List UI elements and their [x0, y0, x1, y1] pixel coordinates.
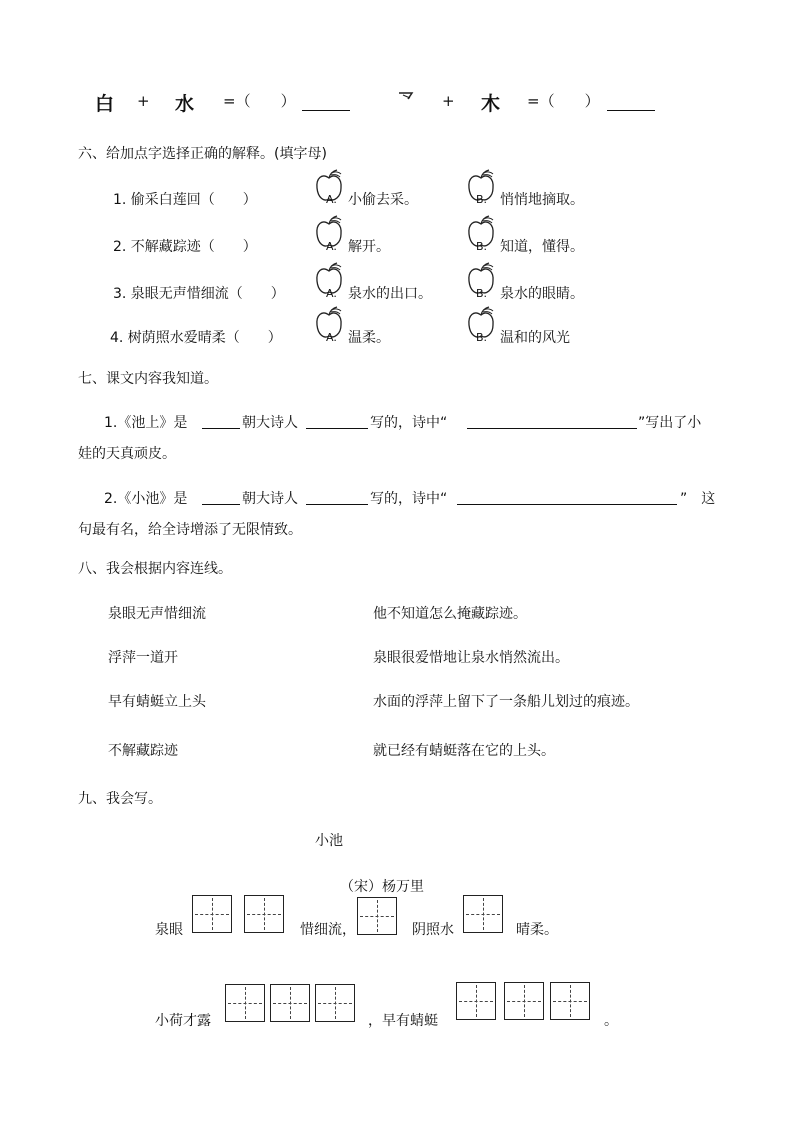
writing-grid-cell[interactable] — [315, 984, 355, 1022]
writing-grid-cell[interactable] — [225, 984, 265, 1022]
section-7-title: 七、课文内容我知道。 — [78, 371, 218, 387]
poet-blank[interactable] — [306, 414, 368, 429]
answer-blank[interactable] — [607, 96, 655, 111]
poem-title: 小池 — [315, 833, 343, 849]
q1-line2: 娃的天真顽皮。 — [78, 446, 176, 462]
poem-line1-b: 惜细流， — [300, 922, 356, 938]
q2-part4: ” 这 — [680, 491, 716, 507]
verse-blank[interactable] — [467, 414, 637, 429]
q2-part2: 朝大诗人 — [242, 491, 298, 507]
verse-blank[interactable] — [457, 490, 677, 505]
match-right-item[interactable]: 水面的浮萍上留下了一条船儿划过的痕迹。 — [373, 694, 639, 710]
dynasty-blank[interactable] — [202, 414, 240, 429]
option-a-letter: A. — [326, 287, 337, 300]
option-b-text: 温和的风光 — [500, 330, 570, 346]
option-b-letter: B. — [476, 331, 488, 344]
writing-grid-cell[interactable] — [270, 984, 310, 1022]
q1-part4: ”写出了小 — [638, 415, 702, 431]
match-right-item[interactable]: 就已经有蜻蜓落在它的上头。 — [373, 743, 555, 759]
option-b-letter: B. — [476, 193, 488, 206]
option-a-letter: A. — [326, 331, 337, 344]
q2-part3: 写的，诗中“ — [370, 491, 448, 507]
match-left-item[interactable]: 泉眼无声惜细流 — [108, 606, 206, 622]
poet-blank[interactable] — [306, 490, 368, 505]
match-right-item[interactable]: 泉眼很爱惜地让泉水悄然流出。 — [373, 650, 569, 666]
equals-paren: =（ ） — [223, 92, 296, 110]
question-2: 2. 不解藏踪迹（ ） — [113, 239, 257, 255]
poem-line1-d: 晴柔。 — [516, 922, 558, 938]
question-1: 1. 偷采白莲回（ ） — [113, 192, 257, 208]
option-a-letter: A. — [326, 193, 337, 206]
writing-grid-cell[interactable] — [192, 895, 232, 933]
plus-sign: + — [137, 92, 150, 110]
section-6-title: 六、给加点字选择正确的解释。(填字母) — [78, 146, 327, 162]
section-8-title: 八、我会根据内容连线。 — [78, 561, 232, 577]
q2-line2: 句最有名，给全诗增添了无限情致。 — [78, 522, 302, 538]
writing-grid-cell[interactable] — [244, 895, 284, 933]
answer-blank[interactable] — [302, 96, 350, 111]
q1-part1: 1.《池上》是 — [104, 415, 188, 431]
radical-icon — [398, 91, 416, 101]
option-a-text: 温柔。 — [348, 330, 390, 346]
option-a-text: 泉水的出口。 — [348, 286, 432, 302]
char-mu: 木 — [481, 93, 501, 115]
poem-author: （宋）杨万里 — [340, 879, 424, 895]
option-b-text: 悄悄地摘取。 — [500, 192, 584, 208]
q1-part3: 写的，诗中“ — [370, 415, 448, 431]
option-b-text: 知道，懂得。 — [500, 239, 584, 255]
option-a-text: 小偷去采。 — [348, 192, 418, 208]
poem-line2-c: 。 — [604, 1013, 618, 1029]
q2-part1: 2.《小池》是 — [104, 491, 188, 507]
option-a-text: 解开。 — [348, 239, 390, 255]
poem-line1-a: 泉眼 — [155, 922, 183, 938]
equals-paren: =（ ） — [527, 92, 600, 110]
writing-grid-cell[interactable] — [550, 982, 590, 1020]
char-shui: 水 — [175, 93, 195, 115]
dynasty-blank[interactable] — [202, 490, 240, 505]
plus-sign: + — [442, 92, 455, 110]
option-a-letter: A. — [326, 240, 337, 253]
writing-grid-cell[interactable] — [357, 897, 397, 935]
match-left-item[interactable]: 不解藏踪迹 — [108, 743, 178, 759]
char-bai: 白 — [95, 93, 115, 115]
section-9-title: 九、我会写。 — [78, 791, 162, 807]
writing-grid-cell[interactable] — [504, 982, 544, 1020]
question-3: 3. 泉眼无声惜细流（ ） — [113, 286, 285, 302]
match-right-item[interactable]: 他不知道怎么掩藏踪迹。 — [373, 606, 527, 622]
writing-grid-cell[interactable] — [463, 895, 503, 933]
option-b-text: 泉水的眼睛。 — [500, 286, 584, 302]
match-left-item[interactable]: 浮萍一道开 — [108, 650, 178, 666]
option-b-letter: B. — [476, 240, 488, 253]
poem-line2-a: 小荷才露 — [155, 1013, 211, 1029]
writing-grid-cell[interactable] — [456, 982, 496, 1020]
option-b-letter: B. — [476, 287, 488, 300]
match-left-item[interactable]: 早有蜻蜓立上头 — [108, 694, 206, 710]
poem-line1-c: 阴照水 — [412, 922, 454, 938]
question-4: 4. 树荫照水爱晴柔（ ） — [110, 330, 282, 346]
poem-line2-b: ，早有蜻蜓 — [368, 1013, 438, 1029]
q1-part2: 朝大诗人 — [242, 415, 298, 431]
